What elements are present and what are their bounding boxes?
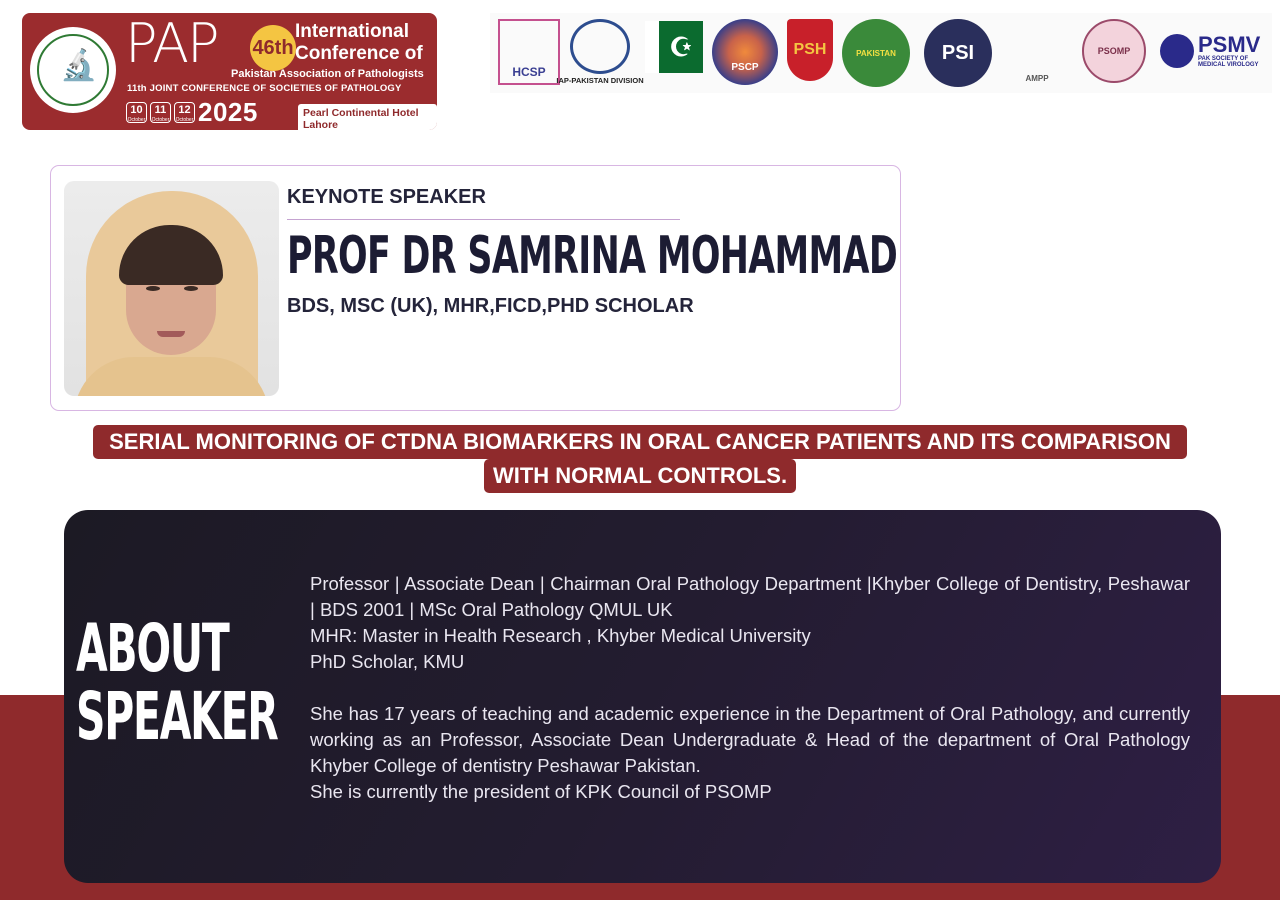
pakistan-map-logo: PAKISTAN	[842, 19, 910, 87]
conference-banner	[22, 13, 437, 130]
conference-year: 2025	[198, 97, 258, 127]
banner-title-line2: Conference of	[295, 43, 423, 64]
banner-title-line3: Pakistan Association of Pathologists	[231, 68, 424, 80]
talk-title-line2: WITH NORMAL CONTROLS.	[484, 459, 796, 493]
date-month: October	[175, 117, 194, 123]
virus-icon	[1160, 34, 1194, 68]
divider	[287, 219, 680, 220]
date-day: 11	[154, 104, 167, 116]
date-box	[174, 102, 195, 123]
date-month: October	[151, 117, 170, 123]
date-day: 12	[178, 104, 191, 116]
talk-title	[93, 425, 1187, 493]
edition-badge: 46th	[250, 25, 296, 71]
psmv-text	[1198, 34, 1268, 68]
date-boxes	[126, 102, 195, 123]
psmv-acronym: PSMV	[1198, 32, 1261, 57]
speaker-photo	[64, 181, 279, 396]
about-line: PhD Scholar, KMU	[310, 651, 465, 672]
talk-title-line1: SERIAL MONITORING OF CTDNA BIOMARKERS IN ORAL CANCER PATIENTS AND ITS COMPARISON	[93, 425, 1187, 459]
iap-logo	[556, 19, 644, 85]
pscp-logo: PSCP	[712, 19, 778, 85]
about-line: She is currently the president of KPK Council of PSOMP	[310, 781, 772, 802]
about-line: MHR: Master in Health Research , Khyber Medical University	[310, 625, 811, 646]
speaker-role: KEYNOTE SPEAKER	[287, 186, 486, 208]
psh-logo: PSH	[787, 19, 833, 81]
iap-logo-label: IAP-PAKISTAN DIVISION	[556, 76, 644, 85]
banner-title-line1: International	[295, 21, 410, 42]
venue-label: Pearl Continental Hotel Lahore	[298, 104, 437, 130]
pakistan-flag-icon: ☪	[645, 21, 703, 73]
psi-logo: PSI	[924, 19, 992, 87]
about-heading-line2: SPEAKER	[76, 678, 278, 755]
photo-eye	[184, 286, 198, 291]
ampp-dna-logo: AMPP	[1025, 74, 1049, 83]
date-day: 10	[130, 104, 143, 116]
date-box	[126, 102, 147, 123]
about-heading	[76, 610, 278, 755]
photo-eye	[146, 286, 160, 291]
about-body	[310, 571, 1190, 805]
photo-mouth	[157, 331, 185, 337]
iap-seal-icon	[570, 19, 630, 74]
date-month: October	[127, 117, 146, 123]
brand-wordmark: PAP	[125, 13, 218, 75]
hcsp-logo: HCSP	[498, 19, 560, 85]
spacer	[310, 675, 1190, 701]
about-heading-line1: ABOUT	[76, 610, 229, 687]
about-paragraph: Professor | Associate Dean | Chairman Oral Pathology Department |Khyber College of Dentistry, Peshawar | BDS 2001 | MSc Oral Pathology QMUL UK	[310, 573, 1190, 620]
psmv-logo	[1160, 19, 1270, 83]
psomp-logo: PSOMP	[1082, 19, 1146, 83]
speaker-credentials: BDS, MSC (UK), MHR,FICD,PHD SCHOLAR	[287, 295, 694, 317]
partner-logos	[490, 13, 1272, 93]
pap-emblem-logo	[30, 27, 116, 113]
date-box	[150, 102, 171, 123]
banner-subtitle: 11th JOINT CONFERENCE OF SOCIETIES OF PATHOLOGY	[127, 83, 402, 94]
psmv-fullname: PAK SOCIETY OF MEDICAL VIROLOGY	[1198, 56, 1259, 68]
microscope-icon: 🔬	[60, 49, 98, 82]
speaker-name: PROF DR SAMRINA MOHAMMAD	[287, 226, 898, 286]
about-paragraph: She has 17 years of teaching and academic experience in the Department of Oral Pathology, and currently working as an Professor, Associate Dean Undergraduate & Head of the department of Oral Pathology Khyber College of dentistry Peshawar Pakistan.	[310, 703, 1190, 776]
